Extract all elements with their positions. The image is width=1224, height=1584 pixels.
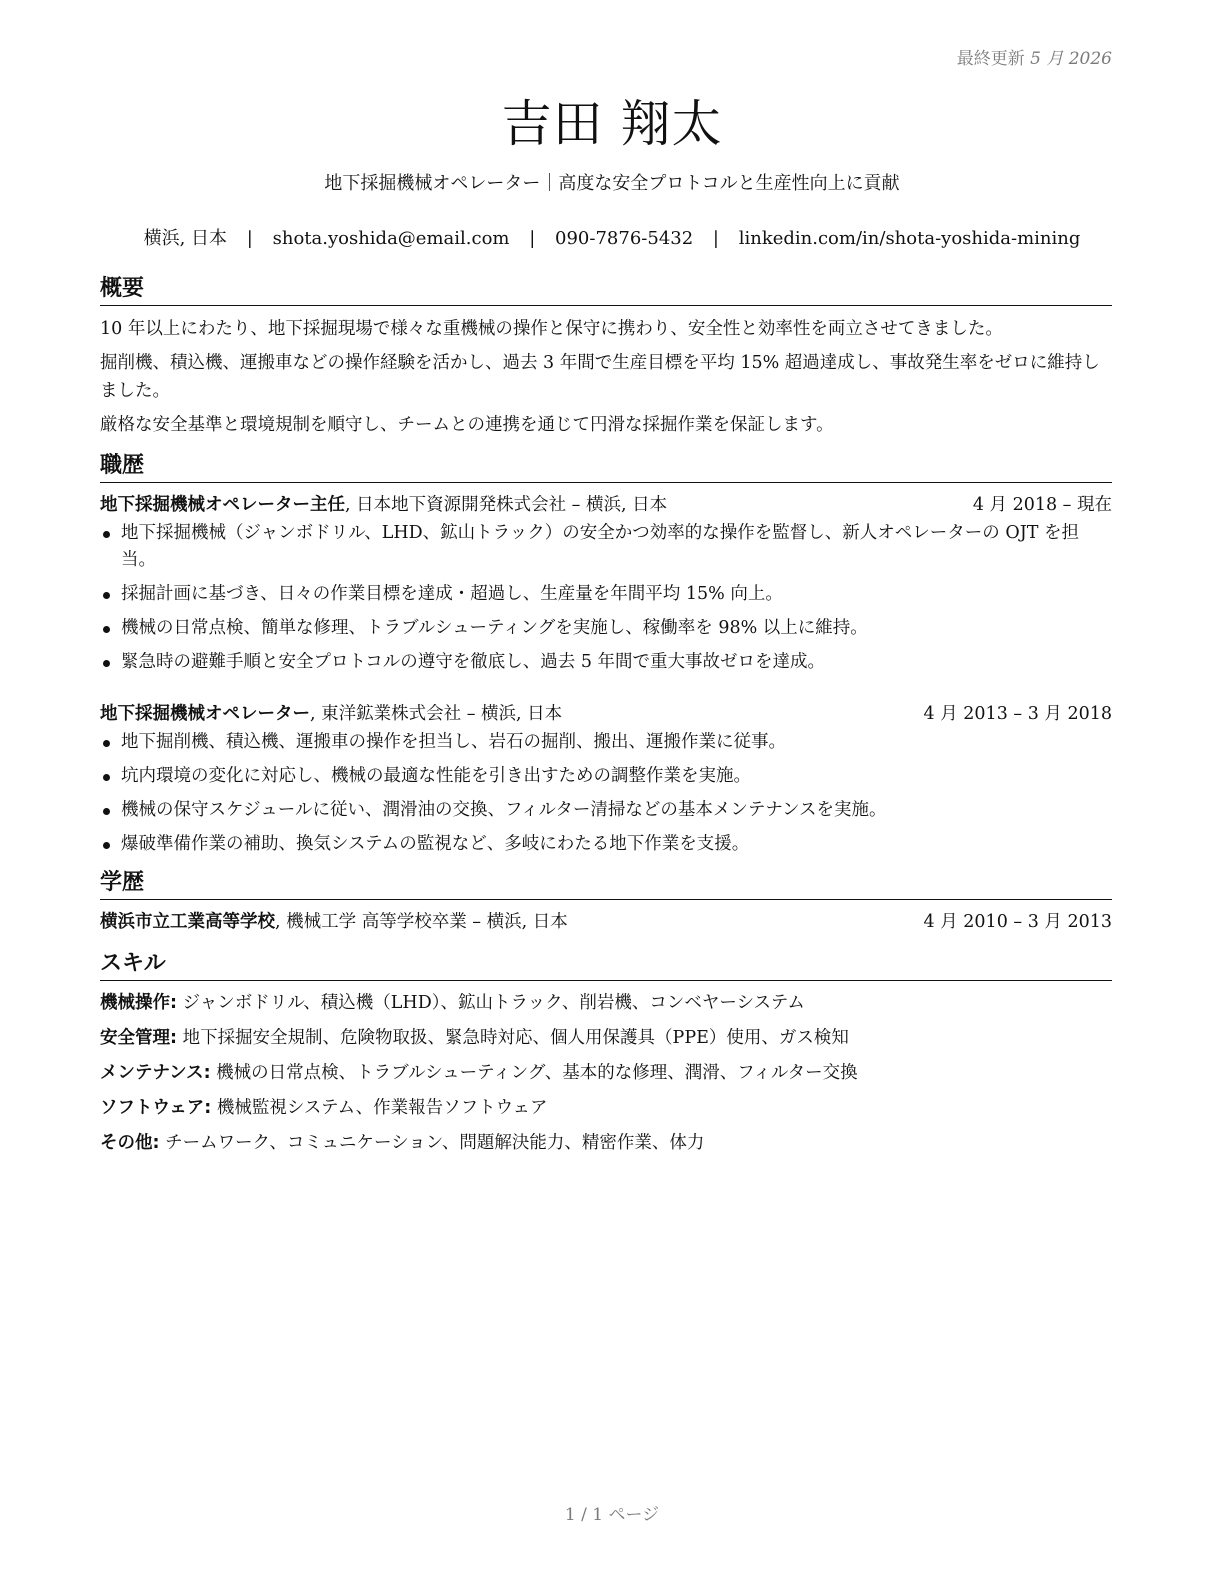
last-updated-date: 5 月 2026	[1030, 49, 1112, 69]
skill-row	[100, 1025, 1112, 1052]
job-bullet: 機械の保守スケジュールに従い、潤滑油の交換、フィルター清掃などの基本メンテナンスを実施。	[100, 797, 1112, 824]
section-title-experience: 職歴	[100, 451, 1112, 483]
summary-paragraph: 厳格な安全基準と環境規制を順守し、チームとの連携を通じて円滑な採掘作業を保証します。	[100, 415, 834, 435]
job-org: , 日本地下資源開発株式会社 – 横浜, 日本	[345, 495, 668, 515]
job-bullet: 緊急時の避難手順と安全プロトコルの遵守を徹底し、過去 5 年間で重大事故ゼロを達成。	[100, 649, 1112, 676]
job-bullets	[100, 520, 1112, 676]
skill-value: 機械の日常点検、トラブルシューティング、基本的な修理、潤滑、フィルター交換	[210, 1063, 858, 1083]
last-updated-prefix: 最終更新	[956, 49, 1025, 69]
skill-row	[100, 1130, 1112, 1157]
job-role: 地下採掘機械オペレーター	[100, 704, 310, 724]
job-role: 地下採掘機械オペレーター主任	[100, 495, 345, 515]
job-bullet: 坑内環境の変化に対応し、機械の最適な性能を引き出すための調整作業を実施。	[100, 763, 1112, 790]
contact-linkedin[interactable]: linkedin.com/in/shota-yoshida-mining	[738, 228, 1081, 249]
experience-section	[100, 451, 1112, 858]
skill-label: メンテナンス:	[100, 1063, 211, 1083]
candidate-name: 吉田 翔太	[501, 95, 723, 153]
headline: 地下採掘機械オペレーター｜高度な安全プロトコルと生産性向上に貢献	[324, 173, 900, 194]
skill-value: チームワーク、コミュニケーション、問題解決能力、精密作業、体力	[159, 1133, 705, 1153]
skill-row	[100, 1060, 1112, 1087]
job-org: , 東洋鉱業株式会社 – 横浜, 日本	[310, 704, 563, 724]
job-dates: 4 月 2013 – 3 月 2018	[923, 704, 1112, 724]
job-header	[100, 492, 1112, 518]
school-name: 横浜市立工業高等学校	[100, 912, 275, 932]
contact-phone: 090-7876-5432	[555, 228, 694, 249]
skill-value: 地下採掘安全規制、危険物取扱、緊急時対応、個人用保護具（PPE）使用、ガス検知	[177, 1028, 849, 1048]
skill-label: 機械操作:	[100, 993, 177, 1013]
education-dates: 4 月 2010 – 3 月 2013	[923, 912, 1112, 932]
job-bullet: 機械の日常点検、簡単な修理、トラブルシューティングを実施し、稼働率を 98% 以上に維持。	[100, 615, 1112, 642]
contact-line	[0, 224, 1224, 250]
page-number: 1 / 1 ページ	[564, 1505, 660, 1525]
summary-section	[100, 274, 1112, 439]
contact-location: 横浜, 日本	[143, 228, 228, 249]
job-bullets	[100, 729, 1112, 858]
section-title-summary: 概要	[100, 274, 1112, 306]
skill-row	[100, 1095, 1112, 1122]
contact-email[interactable]: shota.yoshida@email.com	[272, 228, 510, 249]
job-dates: 4 月 2018 – 現在	[972, 495, 1112, 515]
last-updated	[957, 44, 1112, 69]
skill-value: 機械監視システム、作業報告ソフトウェア	[211, 1098, 548, 1118]
job-title-line	[100, 492, 667, 518]
spacer	[100, 683, 1112, 697]
education-section	[100, 868, 1112, 935]
education-detail: , 機械工学 高等学校卒業 – 横浜, 日本	[275, 912, 568, 932]
skill-label: その他:	[100, 1133, 160, 1153]
summary-paragraph: 掘削機、積込機、運搬車などの操作経験を活かし、過去 3 年間で生産目標を平均 15% 超過達成し、事故発生率をゼロに維持しました。	[100, 353, 1100, 401]
skill-value: ジャンボドリル、積込機（LHD）、鉱山トラック、削岩機、コンベヤーシステム	[177, 993, 805, 1013]
job-entry	[100, 492, 1112, 676]
job-bullet: 爆破準備作業の補助、換気システムの監視など、多岐にわたる地下作業を支援。	[100, 831, 1112, 858]
contact-separator: |	[529, 228, 536, 249]
summary-paragraph: 10 年以上にわたり、地下採掘現場で様々な重機械の操作と保守に携わり、安全性と効率性を両立させてきました。	[100, 319, 1003, 339]
skill-label: 安全管理:	[100, 1028, 177, 1048]
job-bullet: 採掘計画に基づき、日々の作業目標を達成・超過し、生産量を年間平均 15% 向上。	[100, 581, 1112, 608]
education-entry	[100, 909, 1112, 935]
education-line	[100, 909, 568, 935]
job-header	[100, 701, 1112, 727]
contact-separator: |	[712, 228, 719, 249]
section-title-skills: スキル	[100, 949, 1112, 981]
job-title-line	[100, 701, 562, 727]
section-title-education: 学歴	[100, 868, 1112, 900]
job-bullet: 地下掘削機、積込機、運搬車の操作を担当し、岩石の掘削、搬出、運搬作業に従事。	[100, 729, 1112, 756]
skill-label: ソフトウェア:	[100, 1098, 212, 1118]
job-entry	[100, 701, 1112, 858]
skill-row	[100, 990, 1112, 1017]
resume-body	[100, 274, 1112, 1165]
skills-section	[100, 949, 1112, 1157]
contact-separator: |	[246, 228, 253, 249]
job-bullet: 地下採掘機械（ジャンボドリル、LHD、鉱山トラック）の安全かつ効率的な操作を監督し、新人オペレーターの OJT を担当。	[100, 520, 1112, 574]
